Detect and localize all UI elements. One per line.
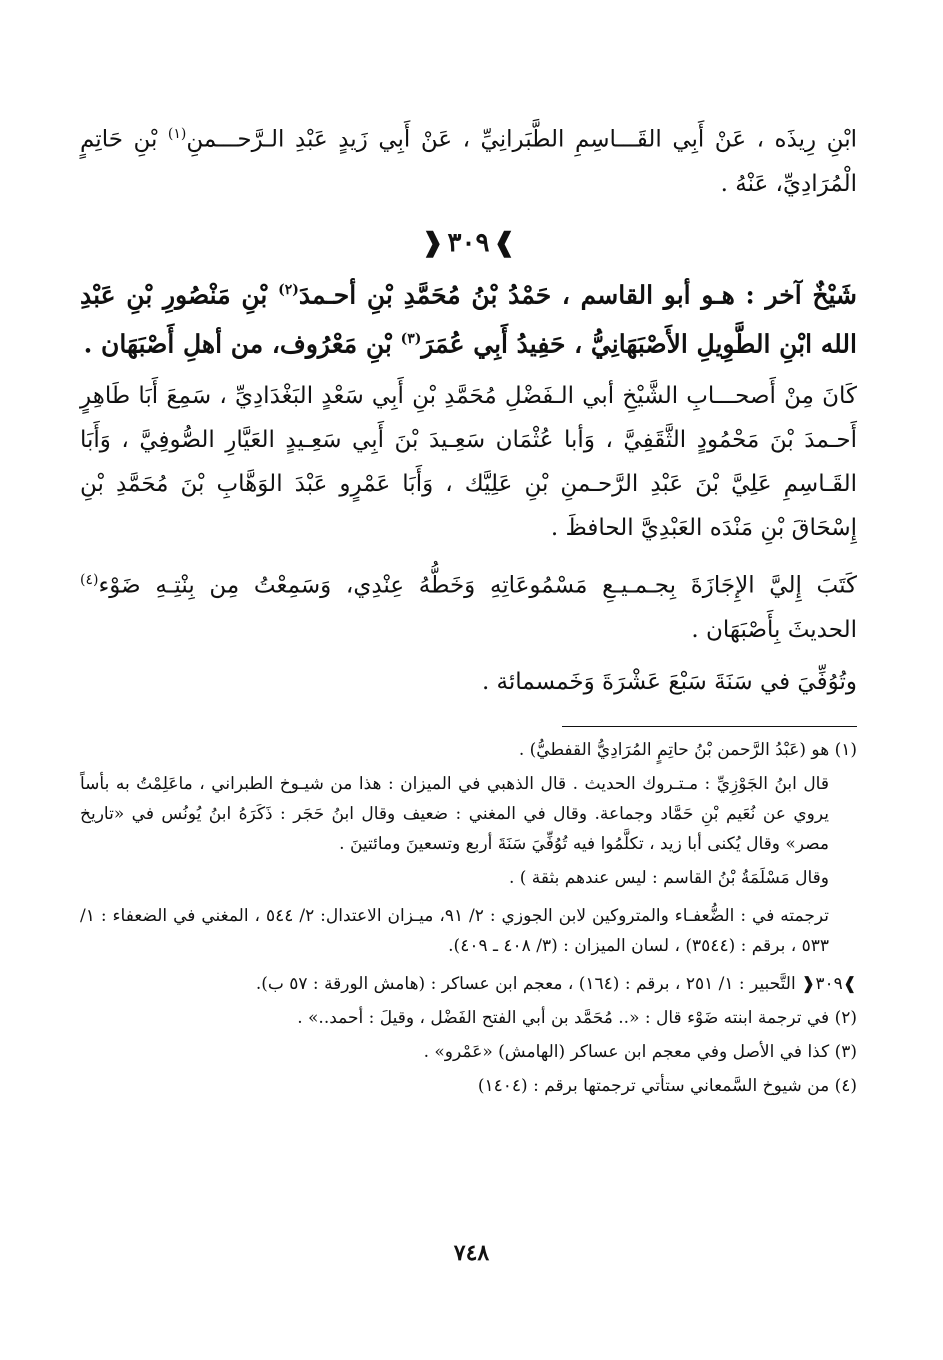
footnote-3: (٣) كذا في الأصل وفي معجم ابن عساكر (الهامش) «عَمْرو» . <box>423 1041 857 1062</box>
heading-text-3: بْنِ مَعْرُوف، من أهلِ أَصْبَهَان . <box>83 329 392 359</box>
ornament-right-icon: ❱ <box>493 227 516 258</box>
body-paragraph-3: وتُوُفِّيَ في سَنَةَ سَبْعَ عَشْرَةَ وَخَمسمائة . <box>481 668 857 695</box>
footnote-ref-4[interactable]: (٤) <box>80 572 99 589</box>
ornament-left-icon: ❰ <box>421 227 444 258</box>
page-number: ٧٤٨ <box>453 1240 490 1266</box>
intro-paragraph <box>80 112 857 206</box>
intro-text-2: بْنِ حَاتِمٍ الْمُرَادِيِّ، عَنْهُ . <box>80 126 857 197</box>
footnote-ref-3[interactable]: (٣) <box>400 330 422 347</box>
footnote-1-references: ترجمته في : الضُّعفـاء والمتروكين لابن الجوزي : ٢/ ٩١، ميـزان الاعتدال: ٢/ ٥٤٤ ، المغني في الضعفاء : ١/ ٥٣٣ ، برقم : (٣٥٤٤) ، لسان الميزان : (٣/ ٤٠٨ ـ ٤٠٩). <box>80 905 829 956</box>
footnote-1-head: (١) هو (عَبْدُ الرَّحمن بْنُ حاتِمٍ المُرَادِيُّ القفطيُّ) . <box>518 739 857 760</box>
footnote-1-body-2: وقال مَسْلَمَةُ بْنُ القاسم : ليس عندهم بثقة ) . <box>508 867 829 888</box>
body-paragraph-2-text-b: الحديثَ بِأَصْبَهَان . <box>691 616 857 643</box>
footnote-entry-ornament-left-icon: ❰ <box>801 973 816 994</box>
footnote-ref-1[interactable]: (١) <box>167 126 187 142</box>
footnote-entry-ornament-right-icon: ❱ <box>842 973 857 994</box>
heading-text-1: شَيْخٌ آخر : هـو أبو القاسم ، حَمْدُ بْنُ مُحَمَّدِ بْنِ أحـمدَ <box>298 279 857 309</box>
body-paragraph-2-text-a: كَتَبَ إِليَّ الإِجَازَةَ بِجـمـيـعِ مَسْمُوعَاتِهِ وَخَطُّهُ عِنْدِي، وَسَمِعْتُ مِن بِنْتِـهِ ضَوْء <box>98 572 857 599</box>
entry-number <box>80 228 857 258</box>
footnote-2: (٢) في ترجمة ابنته ضَوْء قال : «.. مُحَمَّد بن أبي الفتح الفَضْل ، وقيلَ : أحمد..» . <box>297 1007 857 1028</box>
intro-text-1: ابْنِ رِيذَه ، عَنْ أَبِي القَـــاسِمِ الطَّبَرانِيِّ ، عَنْ أَبِي زَيدٍ عَبْدِ الـرَّحـــمنِ <box>186 126 857 153</box>
footnote-entry-number: ٣٠٩ <box>815 973 843 994</box>
footnote-entry-text: التَّحبير : ١/ ٢٥١ ، برقم : (١٦٤) ، معجم ابن عساكر : (هامش الورقة : ٥٧ ب). <box>255 973 796 994</box>
footnote-4: (٤) من شيوخ السَّمعاني ستأتي ترجمتها برقم : (١٤٠٤) <box>477 1075 857 1096</box>
footnote-1-body: قال ابنُ الجَوْزِيِّ : مـتـروك الحديث . قال الذهبي في الميزان : هذا من شيـوخ الطبراني ، ماعَلِمْتُ به بأساً يروي عن نُعَيم بْنِ حَمَّاد وجماعة. وقال في المغني : ضعيف وقال ابنُ حَجَر : ذَكَرَهُ ابنُ يُونُس في «تاريخ مصر» وقال يُكنى أبا زيد ، تكلَّمُوا فيه تُوُفِّيَ سَنَةَ أربع وتسعينَ ومائتينَ . <box>80 773 829 854</box>
entry-number-value: ٣٠٩ <box>447 227 490 258</box>
body-paragraph-2 <box>80 558 857 652</box>
body-paragraph-1: كَانَ مِنْ أَصحـــابِ الشَّيْخِ أبي الـفَضْلِ مُحَمَّدِ بْنِ أَبِي سَعْدٍ البَغْدَادِيِّ ، سَمِعَ أَبَا طَاهِرٍ أَحـمدَ بْنَ مَحْمُودٍ الثَّقَفِيَّ ، وَأبا عُثْمَان سَعِـيدَ بْنَ أَبِي سَعِـيدٍ العَيَّارِ الصُّوفِيَّ ، وَأَبَا القَـاسِمِ عَلِيَّ بْنَ عَبْدِ الرَّحـمنِ بْنِ عَلِيَّك ، وَأَبَا عَمْرٍو عَبْدَ الوَهَّابِ بْنَ مُحَمَّدِ بْنِ إِسْحَاقَ بْنِ مَنْدَه العَبْدِيَّ الحافظَ . <box>80 383 857 542</box>
footnote-ref-2[interactable]: (٢) <box>278 281 299 298</box>
footnote-divider <box>562 726 857 727</box>
entry-heading <box>80 268 857 367</box>
footnote-entry-sources <box>80 969 857 999</box>
heading-text-2: بْنِ مَنْصُورِ بْنِ عَبْدِ الله ابْنِ الطَّوِيلِ الأَصْبَهَانِيُّ ، حَفِيدُ أَبِي عُمَرَ <box>80 279 857 359</box>
